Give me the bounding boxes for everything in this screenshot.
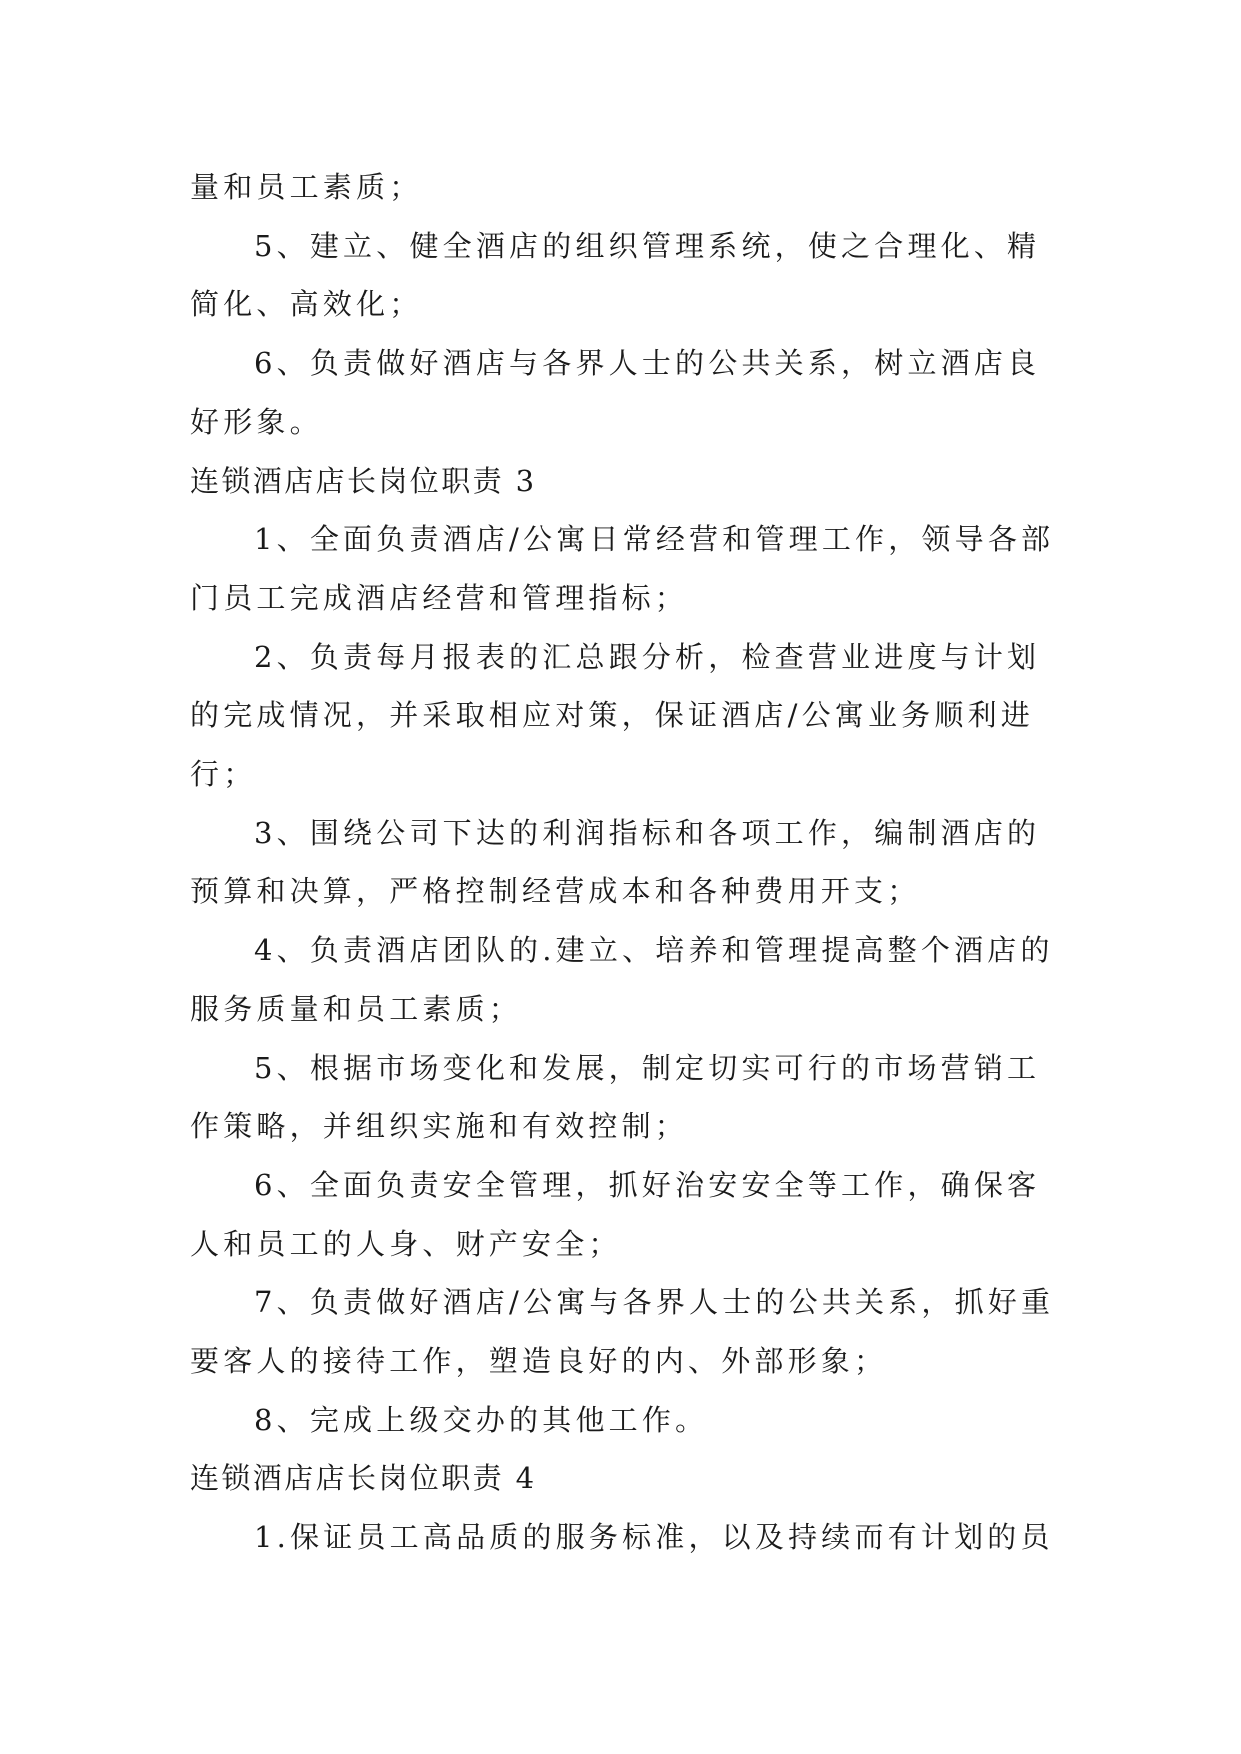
text-line: 服务质量和员工素质； [190, 991, 523, 1026]
text-line: 要客人的接待工作，塑造良好的内、外部形象； [190, 1344, 888, 1379]
section-heading: 连锁酒店店长岗位职责 3 [190, 463, 537, 498]
text-line: 好形象。 [190, 404, 323, 439]
text-line: 6、全面负责安全管理，抓好治安安全等工作，确保客 [254, 1167, 1041, 1202]
text-line: 8、完成上级交办的其他工作。 [254, 1402, 709, 1437]
text-line: 人和员工的人身、财产安全； [190, 1226, 622, 1261]
text-line: 5、根据市场变化和发展，制定切实可行的市场营销工 [254, 1050, 1041, 1085]
text-line: 4、负责酒店团队的.建立、培养和管理提高整个酒店的 [254, 933, 1054, 968]
text-line: 作策略，并组织实施和有效控制； [190, 1109, 689, 1144]
text-line: 2、负责每月报表的汇总跟分析，检查营业进度与计划 [254, 639, 1041, 674]
text-line: 6、负责做好酒店与各界人士的公共关系，树立酒店良 [254, 346, 1041, 381]
text-line: 7、负责做好酒店/公寓与各界人士的公共关系，抓好重 [254, 1285, 1055, 1320]
text-line: 1、全面负责酒店/公寓日常经营和管理工作，领导各部 [254, 522, 1055, 557]
text-line: 5、建立、健全酒店的组织管理系统，使之合理化、精 [254, 228, 1041, 263]
document-body [190, 158, 1055, 1567]
text-line: 简化、高效化； [190, 287, 423, 322]
text-line: 行； [190, 757, 257, 792]
section-heading: 连锁酒店店长岗位职责 4 [190, 1461, 537, 1496]
text-line: 量和员工素质； [190, 170, 423, 204]
text-line: 3、围绕公司下达的利润指标和各项工作，编制酒店的 [254, 815, 1041, 850]
text-line: 门员工完成酒店经营和管理指标； [190, 580, 689, 615]
text-line: 的完成情况，并采取相应对策，保证酒店/公寓业务顺利进 [190, 698, 1034, 733]
text-line: 1.保证员工高品质的服务标准，以及持续而有计划的员 [254, 1520, 1054, 1555]
text-line: 预算和决算，严格控制经营成本和各种费用开支； [190, 874, 921, 909]
